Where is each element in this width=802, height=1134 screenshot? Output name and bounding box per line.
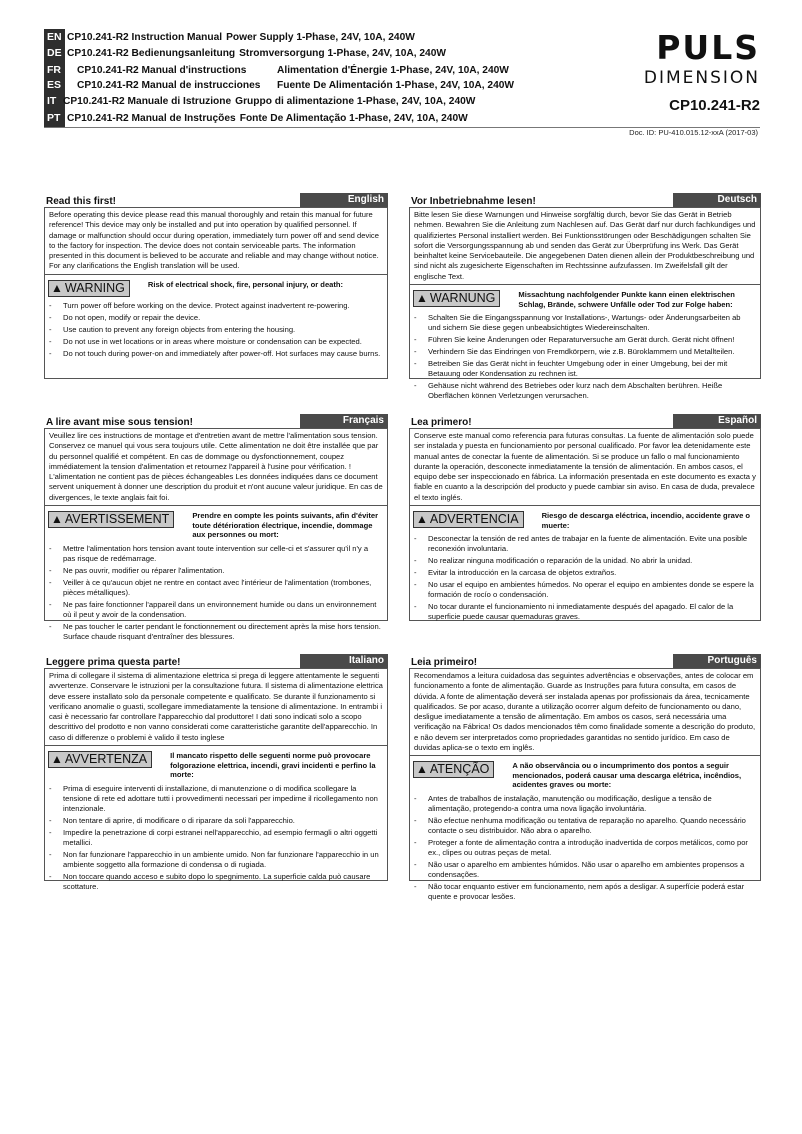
section-box: [409, 668, 761, 901]
language-tag: Deutsch: [673, 193, 761, 207]
warning-badge: [48, 511, 174, 528]
warning-text: Riesgo de descarga eléctrica, incendio, accidente grave o muerte:: [541, 511, 751, 530]
list-item: - Non far funzionare l'apparecchio in un ambiente umido. Non far funzionare l'apparecchio in un ambiente soggetto alla formazione di condensa o di rugiada.: [49, 850, 381, 870]
intro-text: Before operating this device please read this manual thoroughly and retain this manual for future reference! This device may only be installed and put into operation by qualified personnel. If damage or malfunction should occur during operation, immediately turn power off and send device to the factory for inspection. The device does not contain serviceable parts. The information presented in this document is believed to be accurate and reliable and may change without notice. For any clarifications the English translation will be used.: [45, 208, 387, 275]
list-item: - Não tocar enquanto estiver em funcionamento, nem após a desligar. A superfície poderá estar quente e provocar lesões.: [414, 882, 754, 902]
puls-dimension-logo: [620, 30, 760, 90]
list-item: - No tocar durante el funcionamiento ni inmediatamente después del apagado. El calor de la superficie puede causar quemaduras graves.: [414, 602, 754, 622]
product-subtitle: Fonte De Alimentação 1-Phase, 24V, 10A, 240W: [239, 113, 468, 124]
intro-text: Conserve este manual como referencia para futuras consultas. La fuente de alimentación solo puede ser instalada y puesta en funcionamiento por personal cualificado. Por favor lea detenidamente este manual antes de conectar la fuente de alimentación. Si se produce un fallo o mal funcionamiento durante la operación, desconecte inmediatamente la tensión de alimentación. En ambos casos, el equipo debe ser inspeccionado en fábrica. La información presentada en este documento es exacta y fiable en cuanto a la descripción del producto y puede cambiar sin aviso. En casa de duda, prevalece el texto inglés.: [410, 429, 760, 506]
warning-list: [410, 534, 760, 622]
manual-title: CP10.241-R2 Manual d'instructions: [77, 65, 247, 76]
warning-text: Il mancato rispetto delle seguenti norme può provocare folgorazione elettrica, incendi, gravi incidenti e perfino la morte:: [170, 751, 376, 780]
intro-text: Bitte lesen Sie diese Warnungen und Hinweise sorgfältig durch, bevor Sie das Gerät in Betrieb nehmen. Bewahren Sie die Anleitung zum Nachlesen auf. Das Gerät darf nur durch fachkundiges und qualifiziertes Personal installiert werden. Bei Funktionsstörungen oder Beschädigungen schalten Sie sofort die Versorgungsspannung ab und senden das Gerät zur Überprüfung ins Werk. Das Gerät beinhaltet keine Servicebauteile. Die angegebenen Daten dienen allein der Produktbeschreibung und sind nicht als zugesicherte Eigenschaften im Rechtssinne aufzufassen. Im Zweifelsfall gilt der englische Text.: [410, 208, 760, 285]
logo-puls: PULS: [656, 28, 760, 67]
warning-list: [410, 313, 760, 401]
list-item: - Schalten Sie die Eingangsspannung vor Installations-, Wartungs- oder Änderungsarbeiten ab und sichern Sie diese gegen unbeabsichtigtes Wiedereinschalten.: [414, 313, 754, 333]
safety-section-italiano: [44, 654, 388, 891]
logo-dimension: DIMENSION: [643, 68, 760, 88]
list-item: - Mettre l'alimentation hors tension avant toute intervention sur celle-ci et s'assurer qu'il n'y a pas risque de redémarrage.: [49, 544, 381, 564]
list-item: - No usar el equipo en ambientes húmedos. No operar el equipo en ambientes donde se espere la formación de rocío o condensación.: [414, 580, 754, 600]
section-title: Read this first!: [46, 196, 117, 207]
list-item: - Prima di eseguire interventi di installazione, di manutenzione o di modifica scollegare la tensione di rete ed adottare tutti i provvedimenti necessari per impedirne il ricollegamento non intenzionale.: [49, 784, 381, 814]
section-header: [44, 193, 388, 207]
warning-badge: [48, 751, 152, 768]
header-row: [44, 94, 475, 109]
language-tag: Italiano: [300, 654, 388, 668]
warning-header: [410, 756, 760, 790]
warning-label: AVERTISSEMENT: [64, 512, 170, 527]
section-header: [409, 414, 761, 428]
safety-section-english: [44, 193, 388, 379]
list-item: - Do not touch during power-on and immediately after power-off. Hot surfaces may cause burns.: [49, 349, 381, 359]
section-header: [44, 654, 388, 668]
safety-section-espaol: [409, 414, 761, 621]
warning-text: Risk of electrical shock, fire, personal injury, or death:: [147, 279, 344, 289]
product-subtitle: Gruppo di alimentazione 1-Phase, 24V, 10A, 240W: [235, 96, 476, 107]
list-item: - Impedire la penetrazione di corpi estranei nell'apparecchio, ad esempio fermagli o altri oggetti metallici.: [49, 828, 381, 848]
list-item: - Veiller à ce qu'aucun objet ne rentre en contact avec l'intérieur de l'alimentation (trombones, pièces métalliques).: [49, 578, 381, 598]
product-subtitle: Alimentation d'Énergie 1-Phase, 24V, 10A, 240W: [277, 65, 509, 76]
warning-triangle-icon: ▲: [51, 280, 63, 295]
list-item: - Non tentare di aprire, di modificare o di riparare da soli l'apparecchio.: [49, 816, 381, 826]
list-item: - Non toccare quando acceso e subito dopo lo spegnimento. La superficie calda può causare scottature.: [49, 872, 381, 892]
warning-badge: [413, 290, 500, 307]
section-box: [44, 668, 388, 891]
manual-title: CP10.241-R2 Manual de instrucciones: [77, 80, 261, 91]
language-tag: Español: [673, 414, 761, 428]
warning-text: Missachtung nachfolgender Punkte kann einen elektrischen Schlag, Brände, schwere Unfälle oder Tod zur Folge haben:: [518, 290, 735, 309]
language-code: FR: [47, 64, 61, 76]
product-subtitle: Power Supply 1-Phase, 24V, 10A, 240W: [226, 32, 415, 43]
manual-title: CP10.241-R2 Manuale di Istruzione: [63, 96, 232, 107]
header-row: [44, 111, 468, 126]
section-title: Lea primero!: [411, 417, 472, 428]
section-box: [409, 428, 761, 621]
warning-label: WARNUNG: [429, 291, 496, 306]
list-item: - Ne pas toucher le carter pendant le fonctionnement ou directement après la mise hors tension. Surface chaude risquant d'entraîner des blessures.: [49, 622, 381, 642]
language-code: EN: [47, 31, 62, 43]
list-item: - Não efectue nenhuma modificação ou tentativa de reparação no aparelho. Quando necessário contacte o seu distribuidor. Não abra o aparelho.: [414, 816, 754, 836]
product-subtitle: Stromversorgung 1-Phase, 24V, 10A, 240W: [239, 48, 446, 59]
header-row: [44, 30, 415, 45]
warning-triangle-icon: ▲: [416, 762, 428, 777]
intro-text: Prima di collegare il sistema di alimentazione elettrica si prega di leggere attentamente le seguenti avvertenze. Conservare le istruzioni per la consultazione futura. Il sistema di alimentazione elettrica deve essere installato solo da personale competente e qualificato. Se durante il funzionamento si verificano anomalie o guasti, scollegare immediatamente la tensione di alimentazione. In entrambi i casi è necessario far controllare l'apparecchio dal produttore! I dati sono indicati solo a scopo descrittivo del prodotto e non vanno considerati come caratteristiche garantite dell'apparecchio. In caso di differenze o problemi è valido il testo inglese: [45, 669, 387, 746]
warning-header: [410, 506, 760, 530]
manual-title: CP10.241-R2 Bedienungsanleitung: [67, 48, 236, 59]
list-item: - Evitar la introducción en la carcasa de objetos extraños.: [414, 568, 754, 578]
section-box: [44, 207, 388, 379]
warning-header: [410, 285, 760, 309]
warning-text: A não observância ou o incumprimento dos pontos a seguir mencionados, poderá causar uma descarga elétrica, incêndios, acidentes graves ou morte:: [512, 761, 742, 790]
section-title: A lire avant mise sous tension!: [46, 417, 193, 428]
section-title: Leggere prima questa parte!: [46, 657, 181, 668]
section-box: [409, 207, 761, 401]
section-header: [409, 193, 761, 207]
manual-title: CP10.241-R2 Instruction Manual: [67, 32, 223, 43]
section-header: [44, 414, 388, 428]
warning-triangle-icon: ▲: [416, 291, 428, 306]
warning-header: [45, 506, 387, 540]
warning-header: [45, 746, 387, 780]
manual-title: CP10.241-R2 Manual de Instruções: [67, 113, 236, 124]
warning-badge: [413, 761, 494, 778]
model-number: CP10.241-R2: [669, 97, 760, 114]
warning-list: [45, 301, 387, 359]
list-item: - No realizar ninguna modificación o reparación de la unidad. No abrir la unidad.: [414, 556, 754, 566]
warning-triangle-icon: ▲: [51, 752, 63, 767]
warning-badge: [413, 511, 524, 528]
warning-header: [45, 275, 387, 297]
safety-section-deutsch: [409, 193, 761, 401]
list-item: - Use caution to prevent any foreign objects from entering the housing.: [49, 325, 381, 335]
warning-list: [410, 794, 760, 902]
warning-triangle-icon: ▲: [416, 512, 428, 527]
header-row: [44, 78, 515, 93]
header-row: [44, 46, 446, 61]
language-code: ES: [47, 79, 62, 91]
safety-section-franais: [44, 414, 388, 641]
language-tag: Français: [300, 414, 388, 428]
section-title: Vor Inbetriebnahme lesen!: [411, 196, 536, 207]
list-item: - Não usar o aparelho em ambientes húmidos. Não usar o aparelho em ambientes propensos a condensações.: [414, 860, 754, 880]
list-item: - Ne pas faire fonctionner l'appareil dans un environnement humide ou dans un environnement où il peut y avoir de la condensation.: [49, 600, 381, 620]
section-header: [409, 654, 761, 668]
language-tag: English: [300, 193, 388, 207]
warning-label: ATENÇÃO: [429, 762, 490, 777]
list-item: - Ne pas ouvrir, modifier ou réparer l'alimentation.: [49, 566, 381, 576]
list-item: - Do not use in wet locations or in areas where moisture or condensation can be expected.: [49, 337, 381, 347]
section-box: [44, 428, 388, 641]
language-code: PT: [47, 112, 61, 124]
list-item: - Gehäuse nicht während des Betriebes oder kurz nach dem Abschalten berühren. Heiße Oberflächen können Verletzungen verursachen.: [414, 381, 754, 401]
language-code: DE: [47, 47, 62, 59]
header-row: [44, 63, 509, 78]
warning-list: [45, 784, 387, 892]
safety-section-portugus: [409, 654, 761, 901]
intro-text: Recomendamos a leitura cuidadosa das seguintes advertências e observações, antes de colocar em funcionamento a fonte de alimentação. Guarde as Instruções para futura consulta, em casos de dúvida. A fonte de alimentação deverá ser instalada apenas por profissionais da área, tecnicamente qualificados. Se por acaso, durante a utilização ocorrer algum defeito de funcionamento ou dano, desligue imediatamente a tensão de alimentação. Em ambos os casos, será necessária uma verificação na Fábrica! Os dados mencionados têm como finalidade somente a descrição do produto, e não devem ser interpretados como propriedades garantidas no sentido jurídico. Em caso de duvidas aplica-se o texto em inglês.: [410, 669, 760, 756]
warning-label: WARNING: [64, 280, 125, 295]
warning-badge: [48, 280, 130, 297]
list-item: - Proteger a fonte de alimentação contra a introdução inadvertida de corpos metálicos, como por ex., clipes ou outras peças de metal.: [414, 838, 754, 858]
list-item: - Do not open, modify or repair the device.: [49, 313, 381, 323]
warning-triangle-icon: ▲: [51, 512, 63, 527]
language-tag: Português: [673, 654, 761, 668]
warning-label: ADVERTENCIA: [429, 512, 519, 527]
document-id: Doc. ID: PU-410.015.12-xxA (2017-03): [629, 128, 758, 137]
list-item: - Desconectar la tensión de red antes de trabajar en la fuente de alimentación. Evite una posible reconexión involuntaria.: [414, 534, 754, 554]
intro-text: Veuillez lire ces instructions de montage et d'entretien avant de mettre l'alimentation sous tension. Conservez ce manuel qui vous sera toujours utile. Cette alimentation ne doit être installée que par du personnel qualifié et compétent. En cas de dommage ou dysfonctionnement, coupez immédiatement la tension d'alimentation et retournez l'appareil à l'usine pour vérification. ! L'alimentation ne contient pas de pièces échangeables Les données indiquées dans ce document servent uniquement à donner une description du produit et n'ont aucune valeur juridique. En cas de divergences, le texte anglais fait foi.: [45, 429, 387, 506]
list-item: - Antes de trabalhos de instalação, manutenção ou modificação, desligue a tensão de alimentação, protegendo-a contra uma nova ligação involuntária.: [414, 794, 754, 814]
list-item: - Verhindern Sie das Eindringen von Fremdkörpern, wie z.B. Büroklammern und Metallteilen.: [414, 347, 754, 357]
list-item: - Führen Sie keine Änderungen oder Reparaturversuche am Gerät durch. Gerät nicht öffnen!: [414, 335, 754, 345]
section-title: Leia primeiro!: [411, 657, 478, 668]
warning-list: [45, 544, 387, 642]
warning-label: AVVERTENZA: [64, 752, 148, 767]
list-item: - Betreiben Sie das Gerät nicht in feuchter Umgebung oder in einer Umgebung, bei der mit Betauung oder Kondensation zu rechnen ist.: [414, 359, 754, 379]
warning-text: Prendre en compte les points suivants, afin d'éviter toute détérioration électrique, incendie, dommage aux personnes ou mort:: [192, 511, 379, 540]
product-subtitle: Fuente De Alimentación 1-Phase, 24V, 10A, 240W: [277, 80, 515, 91]
language-code: IT: [47, 95, 57, 107]
list-item: - Turn power off before working on the device. Protect against inadvertent re-powering.: [49, 301, 381, 311]
